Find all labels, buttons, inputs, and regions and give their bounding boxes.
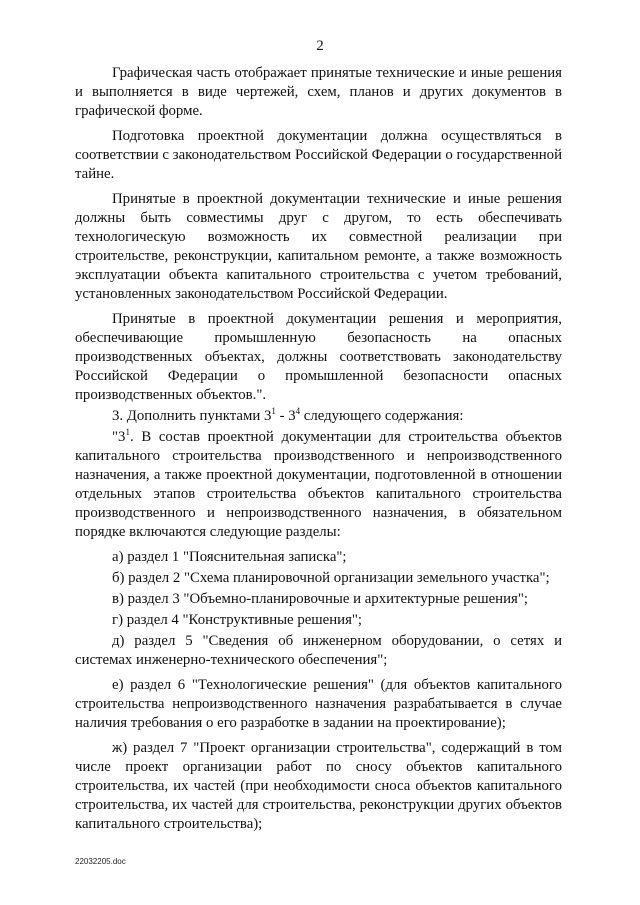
add-items-text-c: следующего содержания: bbox=[300, 408, 464, 424]
add-items-sup-2: 4 bbox=[295, 406, 301, 417]
paragraph-item-3-1 bbox=[75, 428, 562, 542]
add-items-text-b: - 3 bbox=[275, 408, 296, 424]
item-3-1-sup: 1 bbox=[125, 427, 130, 438]
item-3-1-text-a: "3 bbox=[112, 429, 126, 445]
item-3-1-text-b: . В состав проектной документации для строительства объектов капитального строительства производственного и непроизводственного назначения, а также проектной документации, подготовленной в отношении отдельных этапов строительства объектов капитального строительства производственного и непроизводственного назначения, в обязательном порядке включаются следующие разделы: bbox=[75, 429, 562, 540]
list-item-section-4: г) раздел 4 "Конструктивные решения"; bbox=[112, 612, 363, 628]
paragraph-graphic-part: Графическая часть отображает принятые технические и иные решения и выполняется в виде чертежей, схем, планов и других документов в графической форме. bbox=[75, 65, 562, 119]
list-item-section-3: в) раздел 3 "Объемно-планировочные и архитектурные решения"; bbox=[112, 591, 528, 607]
paragraph-industrial-safety: Принятые в проектной документации решения и мероприятия, обеспечивающие промышленную безопасность на опасных производственных объектах, должны соответствовать законодательству Российской Федерации о промышленной безопасности опасных производственных объектов.". bbox=[75, 311, 562, 403]
paragraph-compatibility: Принятые в проектной документации технические и иные решения должны быть совместимы друг с другом, то есть обеспечивать технологическую возможность их совместной реализации при строительстве, реконструкции, капитальном ремонте, а также возможность эксплуатации объекта капитального строительства с учетом требований, установленных законодательством Российской Федерации. bbox=[75, 191, 562, 302]
list-item-section-6: е) раздел 6 "Технологические решения" (для объектов капитального строительства непроизводственного назначения разрабатывается в случае наличия требования о его разработке в задании на проектирование); bbox=[75, 677, 562, 731]
page-number: 2 bbox=[316, 38, 324, 54]
list-item-section-2: б) раздел 2 "Схема планировочной организации земельного участка"; bbox=[112, 570, 550, 586]
list-item-section-7: ж) раздел 7 "Проект организации строительства", содержащий в том числе проект организации работ по сносу объектов капитального строительства, их частей (при необходимости сноса объектов капитального строительства, их частей для строительства, реконструкции других объектов капитального строительства); bbox=[75, 740, 562, 832]
paragraph-state-secret: Подготовка проектной документации должна осуществляться в соответствии с законодательством Российской Федерации о государственной тайне. bbox=[75, 128, 562, 182]
add-items-sup-1: 1 bbox=[271, 406, 276, 417]
list-item-section-1: а) раздел 1 "Пояснительная записка"; bbox=[112, 549, 347, 565]
footer-filename: 22032205.doc bbox=[75, 857, 126, 866]
paragraph-add-items bbox=[75, 407, 562, 426]
add-items-text-a: 3. Дополнить пунктами 3 bbox=[112, 408, 272, 424]
document-body bbox=[75, 64, 562, 840]
list-item-section-5: д) раздел 5 "Сведения об инженерном оборудовании, о сетях и системах инженерно-технического обеспечения"; bbox=[75, 633, 562, 668]
